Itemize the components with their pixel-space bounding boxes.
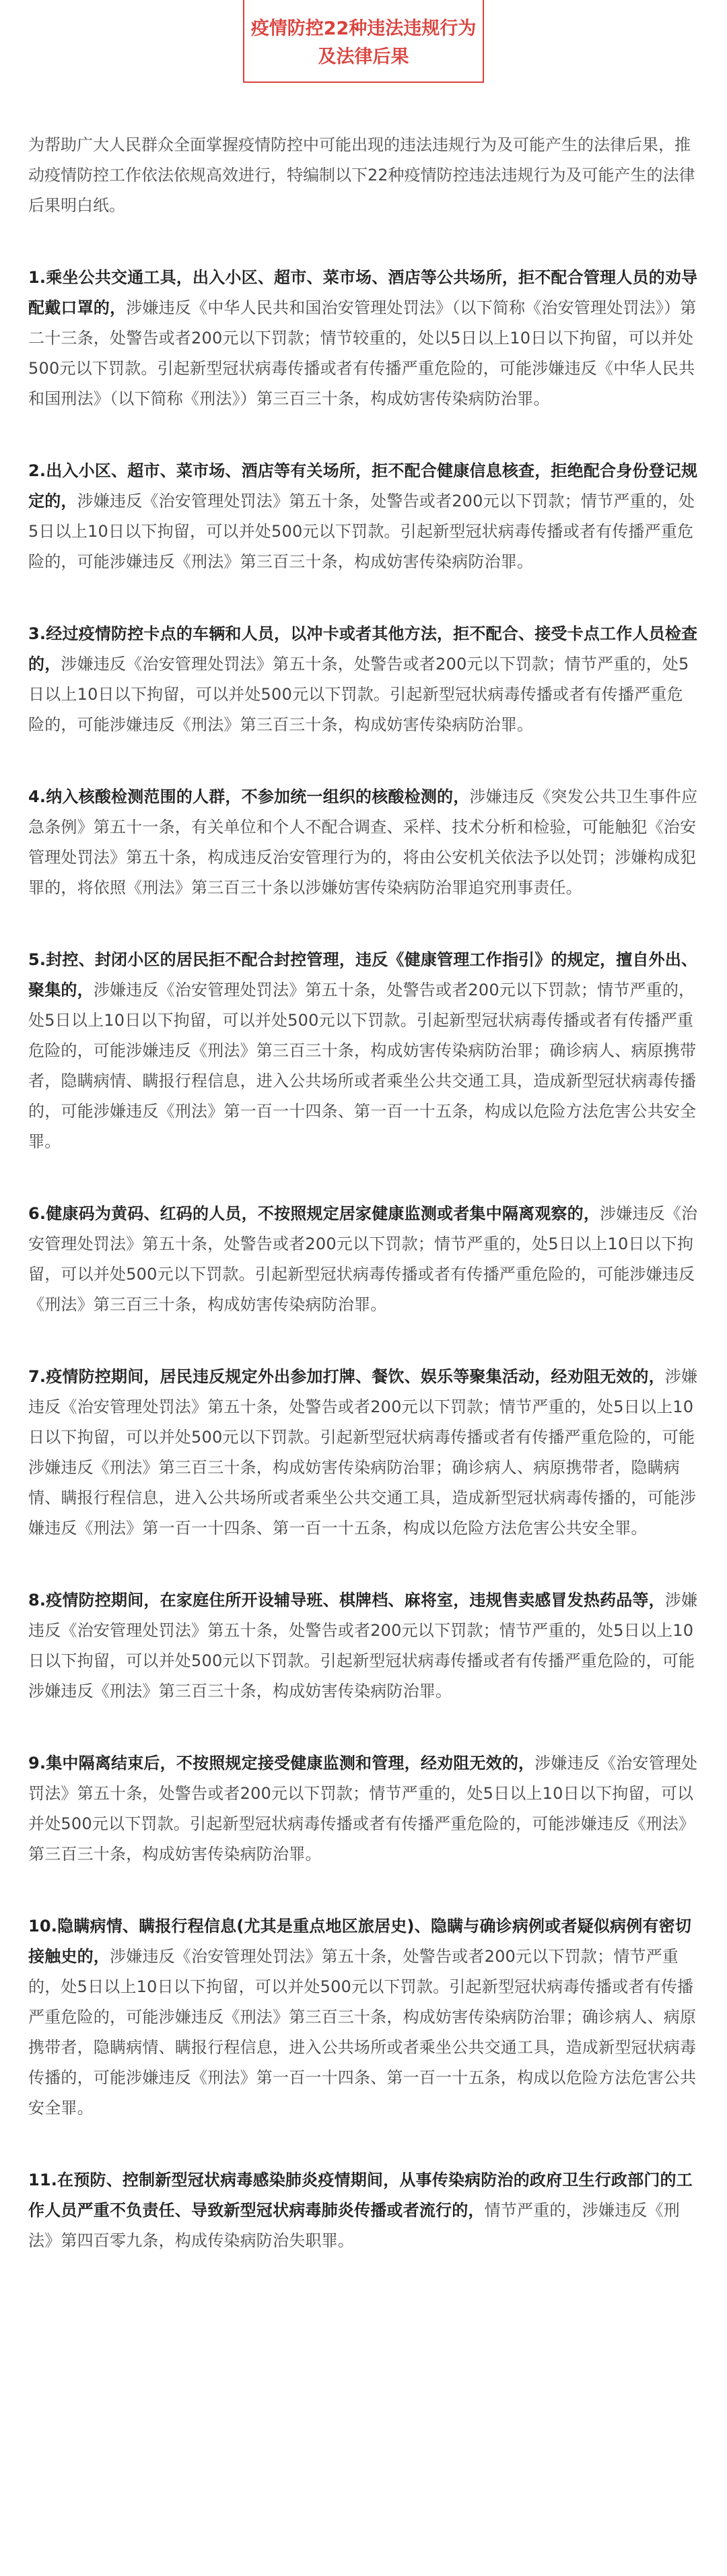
list-item-10 <box>28 1911 699 2123</box>
item-body: 情节严重的，涉嫌违反《刑法》第四百零九条，构成传染病防治失职罪。 <box>28 2201 681 2250</box>
list-item-11 <box>28 2165 699 2256</box>
item-body: 涉嫌违反《治安管理处罚法》第五十条，处警告或者200元以下罚款；情节严重的，处5日以上10日以下拘留，可以并处500元以下罚款。引起新型冠状病毒传播或者有传播严重危险的，可能涉嫌违反《刑法》第三百三十条，构成妨害传染病防治罪。 <box>28 492 695 571</box>
list-item-7 <box>28 1362 699 1544</box>
item-lead: 5.封控、封闭小区的居民拒不配合封控管理，违反《健康管理工作指引》的规定，擅自外出、聚集的， <box>28 950 698 999</box>
item-body: 涉嫌违反《治安管理处罚法》第五十条，处警告或者200元以下罚款；情节严重的，处5日以上10日以下拘留，可以并处500元以下罚款。引起新型冠状病毒传播或者有传播严重危险的，可能涉嫌违反《刑法》第三百三十条，构成妨害传染病防治罪。 <box>28 1754 698 1863</box>
list-item-6 <box>28 1199 699 1320</box>
item-lead: 4.纳入核酸检测范围的人群，不参加统一组织的核酸检测的， <box>28 787 470 806</box>
item-lead: 10.隐瞒病情、瞒报行程信息(尤其是重点地区旅居史)、隐瞒与确诊病例或者疑似病例有密切接触史的， <box>28 1917 692 1966</box>
item-body: 涉嫌违反《治安管理处罚法》第五十条，处警告或者200元以下罚款；情节严重的，处5日以上10日以下拘留，可以并处500元以下罚款。引起新型冠状病毒传播或者有传播严重危险的，可能涉嫌违反《刑法》第三百三十条，构成妨害传染病防治罪；确诊病人、病原携带者，隐瞒病情、瞒报行程信息，进入公共场所或者乘坐公共交通工具，造成新型冠状病毒传播的，可能涉嫌违反《刑法》第一百一十四条、第一百一十五条，构成以危险方法危害公共安全罪。 <box>28 1367 698 1538</box>
item-lead: 1.乘坐公共交通工具，出入小区、超市、菜市场、酒店等公共场所，拒不配合管理人员的劝导配戴口罩的， <box>28 268 698 317</box>
title-line-1: 疫情防控22种违法违规行为 <box>250 18 477 39</box>
item-lead: 6.健康码为黄码、红码的人员，不按照规定居家健康监测或者集中隔离观察的， <box>28 1204 600 1223</box>
item-body: 涉嫌违反《中华人民共和国治安管理处罚法》（以下简称《治安管理处罚法》）第二十三条，处警告或者200元以下罚款；情节较重的，处以5日以上10日以下拘留，可以并处500元以下罚款。引起新型冠状病毒传播或者有传播严重危险的，可能涉嫌违反《中华人民共和国刑法》（以下简称《刑法》）第三百三十条，构成妨害传染病防治罪。 <box>28 298 697 408</box>
item-body: 涉嫌违反《治安管理处罚法》第五十条，处警告或者200元以下罚款；情节严重的，处5日以上10日以下拘留，可以并处500元以下罚款。引起新型冠状病毒传播或者有传播严重危险的，可能涉嫌违反《刑法》第三百三十条，构成妨害传染病防治罪；确诊病人、病原携带者，隐瞒病情、瞒报行程信息，进入公共场所或者乘坐公共交通工具，造成新型冠状病毒传播的，可能涉嫌违反《刑法》第一百一十四条、第一百一十五条，构成以危险方法危害公共安全罪。 <box>28 1947 697 2117</box>
item-body: 涉嫌违反《治安管理处罚法》第五十条，处警告或者200元以下罚款；情节严重的，处5日以上10日以下拘留，可以并处500元以下罚款。引起新型冠状病毒传播或者有传播严重危险的，可能涉嫌违反《刑法》第三百三十条，构成妨害传染病防治罪。 <box>28 655 689 734</box>
list-item-2 <box>28 456 699 577</box>
list-item-8 <box>28 1585 699 1707</box>
list-item-9 <box>28 1748 699 1870</box>
item-body: 涉嫌违反《治安管理处罚法》第五十条，处警告或者200元以下罚款；情节严重的，处5日以上10日以下拘留，可以并处500元以下罚款。引起新型冠状病毒传播或者有传播严重危险的，可能涉嫌违反《刑法》第三百三十条，构成妨害传染病防治罪。 <box>28 1204 698 1314</box>
list-item-3 <box>28 619 699 740</box>
title-box <box>243 0 484 83</box>
intro-paragraph: 为帮助广大人民群众全面掌握疫情防控中可能出现的违法违规行为及可能产生的法律后果，推动疫情防控工作依法依规高效进行，特编制以下22种疫情防控违法违规行为及可能产生的法律后果明白纸。 <box>28 135 695 215</box>
item-lead: 2.出入小区、超市、菜市场、酒店等有关场所，拒不配合健康信息核查，拒绝配合身份登记规定的， <box>28 461 698 510</box>
item-body: 涉嫌违反《治安管理处罚法》第五十条，处警告或者200元以下罚款；情节严重的，处5日以上10日以下拘留，可以并处500元以下罚款。引起新型冠状病毒传播或者有传播严重危险的，可能涉嫌违反《刑法》第三百三十条，构成妨害传染病防治罪；确诊病人、病原携带者，隐瞒病情、瞒报行程信息，进入公共场所或者乘坐公共交通工具，造成新型冠状病毒传播的，可能涉嫌违反《刑法》第一百一十四条、第一百一十五条，构成以危险方法危害公共安全罪。 <box>28 981 697 1151</box>
item-body: 涉嫌违反《治安管理处罚法》第五十条，处警告或者200元以下罚款；情节严重的，处5日以上10日以下拘留，可以并处500元以下罚款。引起新型冠状病毒传播或者有传播严重危险的，可能涉嫌违反《刑法》第三百三十条，构成妨害传染病防治罪。 <box>28 1591 698 1700</box>
item-lead: 8.疫情防控期间，在家庭住所开设辅导班、棋牌档、麻将室，违规售卖感冒发热药品等， <box>28 1591 665 1610</box>
item-body: 涉嫌违反《突发公共卫生事件应急条例》第五十一条，有关单位和个人不配合调查、采样、技术分析和检验，可能触犯《治安管理处罚法》第五十条，构成违反治安管理行为的，将由公安机关依法予以处罚；涉嫌构成犯罪的，将依照《刑法》第三百三十条以涉嫌妨害传染病防治罪追究刑事责任。 <box>28 787 698 897</box>
list-item-4 <box>28 782 699 903</box>
item-lead: 3.经过疫情防控卡点的车辆和人员，以冲卡或者其他方法，拒不配合、接受卡点工作人员检查的， <box>28 624 698 673</box>
item-lead: 7.疫情防控期间，居民违反规定外出参加打牌、餐饮、娱乐等聚集活动，经劝阻无效的， <box>28 1367 665 1386</box>
list-item-5 <box>28 945 699 1157</box>
list-item-1 <box>28 263 699 414</box>
item-lead: 9.集中隔离结束后，不按照规定接受健康监测和管理，经劝阻无效的， <box>28 1754 535 1773</box>
item-lead: 11.在预防、控制新型冠状病毒感染肺炎疫情期间，从事传染病防治的政府卫生行政部门的工作人员严重不负责任、导致新型冠状病毒肺炎传播或者流行的， <box>28 2171 693 2220</box>
title-line-2: 及法律后果 <box>318 46 409 67</box>
